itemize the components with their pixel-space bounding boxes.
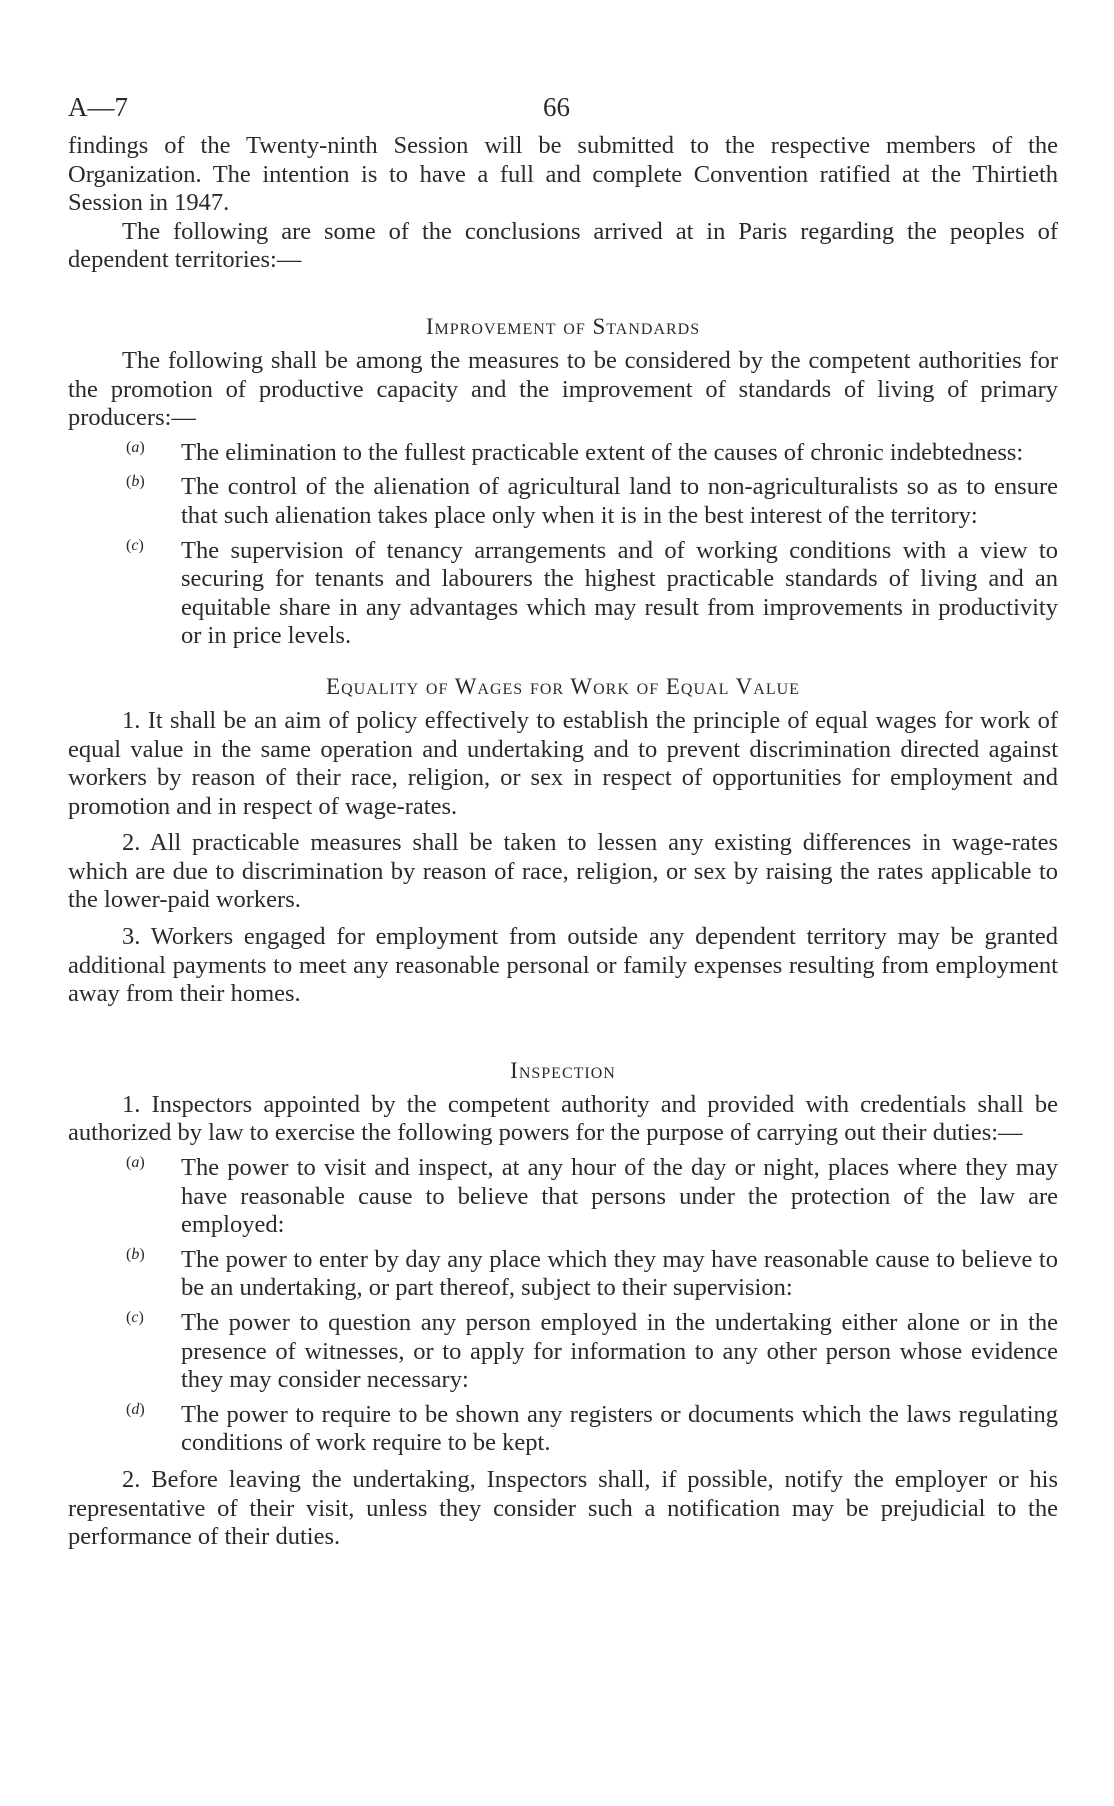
- inspection-paragraph-2: 2. Before leaving the undertaking, Inspectors shall, if possible, notify the employer or his representative of their visit, unless they consider such a notification may be prejudicial to the performance of their duties.: [68, 1465, 1058, 1551]
- list-item-marker: (b): [126, 473, 145, 491]
- intro-paragraph: The following are some of the conclusions arrived at in Paris regarding the peoples of dependent territories:—: [68, 217, 1058, 274]
- document-code: A—7: [68, 92, 128, 122]
- improvement-intro: The following shall be among the measures to be considered by the competent authorities for the promotion of productive capacity and the improvement of standards of living of primary producers:—: [68, 346, 1058, 432]
- equality-paragraph-1: 1. It shall be an aim of policy effectively to establish the principle of equal wages for work of equal value in the same operation and undertaking and to prevent discrimination directed against workers by reason of their race, religion, or sex in respect of opportunities for employment and promotion and in respect of wage-rates.: [68, 706, 1058, 820]
- section-heading-equality: Equality of Wages for Work of Equal Value: [326, 673, 800, 699]
- list-item-marker: (c): [126, 1309, 144, 1326]
- list-item: [68, 1401, 1058, 1458]
- list-item: [68, 473, 1058, 530]
- document-page: [68, 92, 1058, 1552]
- list-item-marker: (a): [126, 438, 145, 456]
- equality-paragraph-3: 3. Workers engaged for employment from outside any dependent territory may be granted additional payments to meet any reasonable personal or family expenses resulting from employment away from their homes.: [68, 923, 1058, 1008]
- section-heading-improvement: Improvement of Standards: [425, 313, 701, 339]
- inspection-paragraph-1: 1. Inspectors appointed by the competent authority and provided with credentials shall be authorized by law to exercise the following powers for the purpose of carrying out their duties:—: [68, 1090, 1058, 1147]
- intro-paragraph-continued: findings of the Twenty-ninth Session will be submitted to the respective members of the Organization. The intention is to have a full and complete Convention ratified at the Thirtieth Session in 1947.: [68, 132, 1058, 217]
- list-item-text: The power to enter by day any place which they may have reasonable cause to believe to be an undertaking, or part thereof, subject to their supervision:: [181, 1245, 1058, 1302]
- page-number: 66: [543, 92, 570, 122]
- list-item-text: The power to visit and inspect, at any hour of the day or night, places where they may have reasonable cause to believe that persons under the protection of the law are employed:: [181, 1154, 1058, 1239]
- list-item-text: The control of the alienation of agricultural land to non-agriculturalists so as to ensure that such alienation takes place only when it is in the best interest of the territory:: [181, 473, 1058, 529]
- list-item-marker: (c): [126, 536, 144, 554]
- list-item-text: The elimination to the fullest practicable extent of the causes of chronic indebtedness:: [181, 438, 1024, 466]
- list-item: [68, 1246, 1058, 1303]
- list-item: [68, 439, 1058, 468]
- list-item-marker: (d): [126, 1400, 145, 1418]
- list-item-marker: (b): [126, 1245, 145, 1263]
- page-header: [68, 92, 1058, 132]
- list-item: [68, 1309, 1058, 1395]
- section-heading-inspection: Inspection: [510, 1057, 616, 1083]
- list-item-text: The power to require to be shown any registers or documents which the laws regulating conditions of work require to be kept.: [181, 1400, 1058, 1457]
- list-item-text: The power to question any person employed in the undertaking either alone or in the presence of witnesses, or to apply for information to any other person whose evidence they may consider necessary:: [181, 1309, 1058, 1394]
- list-item: [68, 1154, 1058, 1240]
- list-item-marker: (a): [126, 1154, 145, 1172]
- list-item: [68, 537, 1058, 651]
- list-item-text: The supervision of tenancy arrangements and of working conditions with a view to securing for tenants and labourers the highest practicable standards of living and an equitable share in any advantages which may result from improvements in productivity or in price levels.: [181, 536, 1058, 650]
- equality-paragraph-2: 2. All practicable measures shall be taken to lessen any existing differences in wage-rates which are due to discrimination by reason of race, religion, or sex by raising the rates applicable to the lower-paid workers.: [68, 829, 1058, 914]
